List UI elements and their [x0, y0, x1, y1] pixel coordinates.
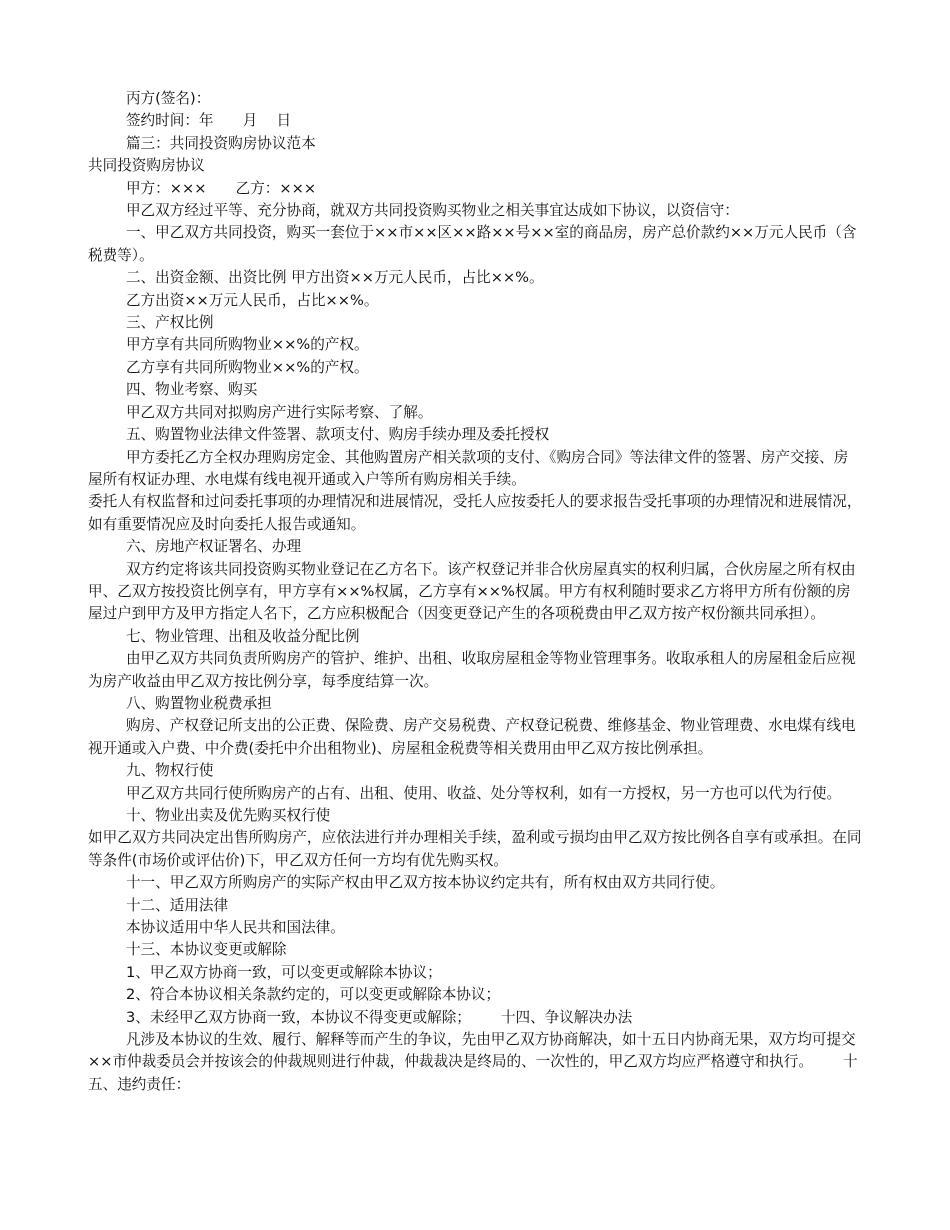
clause-5-body: 甲方委托乙方全权办理购房定金、其他购置房产相关款项的支付、《购房合同》等法律文件的签署、房产交接、房屋所有权证办理、水电煤有线电视开通或入户等所有购房相关手续。	[88, 448, 849, 488]
clause-5-supervision: 委托人有权监督和过问委托事项的办理情况和进展情况，受托人应按委托人的要求报告受托事项的办理情况和进展情况，如有重要情况应及时向委托人报告或通知。	[88, 493, 862, 533]
signing-date-line: 签约时间：年 月 日	[125, 112, 292, 130]
clause-13-heading: 十三、本协议变更或解除	[125, 941, 287, 959]
clause-10-body: 如甲乙双方共同决定出售所购房产，应依法进行并办理相关手续，盈利或亏损均由甲乙双方按比例各自享有或承担。在同等条件(市场价或评估价)下，甲乙双方任何一方均有优先购买权。	[88, 829, 862, 869]
clause-13-item-3: 3、未经甲乙双方协商一致，本协议不得变更或解除；	[125, 1008, 471, 1026]
signature-line-party-c: 丙方(签名)：	[125, 90, 211, 107]
document-title: 共同投资购房协议	[88, 157, 205, 175]
clause-14-text: 凡涉及本协议的生效、履行、解释等而产生的争议，先由甲乙双方协商解决，如十五日内协商无果，双方均可提交××市仲裁委员会并按该会的仲裁规则进行仲裁，仲裁裁决是终局的、一次性的，甲乙双方均应严格遵守和执行。	[88, 1031, 856, 1071]
clause-14-heading: 十四、争议解决办法	[500, 1008, 633, 1026]
parties-line: 甲方：××× 乙方：×××	[125, 179, 317, 197]
clause-3-party-a: 甲方享有共同所购物业××%的产权。	[125, 336, 369, 354]
clause-4-body: 甲乙双方共同对拟购房产进行实际考察、了解。	[125, 403, 433, 421]
clause-7-heading: 七、物业管理、出租及收益分配比例	[125, 627, 360, 645]
clause-14-body	[88, 1029, 862, 1096]
section-heading: 篇三：共同投资购房协议范本	[125, 134, 316, 152]
clause-8-heading: 八、购置物业税费承担	[125, 694, 272, 712]
clause-1: 一、甲乙双方共同投资，购买一套位于××市××区××路××号××室的商品房，房产总价款约××万元人民币（含税费等）。	[88, 224, 857, 264]
preamble: 甲乙双方经过平等、充分协商，就双方共同投资购买物业之相关事宜达成如下协议，以资信守：	[125, 202, 739, 220]
clause-13-item-2: 2、符合本协议相关条款约定的，可以变更或解除本协议；	[125, 986, 501, 1004]
clause-3-heading: 三、产权比例	[125, 314, 214, 332]
clause-15-heading: 十五、违约责任：	[88, 1053, 858, 1093]
clause-12-body: 本协议适用中华人民共和国法律。	[125, 919, 345, 937]
clause-12-heading: 十二、适用法律	[125, 896, 229, 914]
clause-13-item-3-row	[88, 1007, 862, 1029]
clause-5-heading: 五、购置物业法律文件签署、款项支付、购房手续办理及委托授权	[125, 426, 550, 444]
clause-9-heading: 九、物权行使	[125, 762, 214, 780]
clause-9-body: 甲乙双方共同行使所购房产的占有、出租、使用、收益、处分等权利，如有一方授权，另一方也可以代为行使。	[125, 784, 842, 802]
clause-13-item-1: 1、甲乙双方协商一致，可以变更或解除本协议；	[125, 963, 442, 981]
clause-10-heading: 十、物业出卖及优先购买权行使	[125, 807, 331, 824]
clause-4-heading: 四、物业考察、购买	[125, 381, 258, 399]
clause-11: 十一、甲乙双方所购房产的实际产权由甲乙双方按本协议约定共有，所有权由双方共同行使。	[125, 874, 725, 892]
clause-8-body: 购房、产权登记所支出的公正费、保险费、房产交易税费、产权登记税费、维修基金、物业管理费、水电煤有线电视开通或入户费、中介费(委托中介出租物业)、房屋租金税费等相关费用由甲乙双方按比例承担。	[88, 717, 856, 757]
clause-2-body: 乙方出资××万元人民币，占比××%。	[125, 291, 379, 309]
clause-6-heading: 六、房地产权证署名、办理	[125, 538, 302, 556]
clause-3-party-b: 乙方享有共同所购物业××%的产权。	[125, 358, 369, 376]
clause-2-heading: 二、出资金额、出资比例 甲方出资××万元人民币，占比××%。	[125, 269, 544, 287]
clause-6-body: 双方约定将该共同投资购买物业登记在乙方名下。该产权登记并非合伙房屋真实的权利归属，合伙房屋之所有权由甲、乙双方按投资比例享有，甲方享有××%权属，乙方享有××%权属。甲方有权利随时要求乙方将甲方所有份额的房屋过户到甲方及甲方指定人名下，乙方应积极配合（因变更登记产生的各项税费由甲乙双方按产权份额共同承担）。	[88, 560, 856, 623]
clause-7-body: 由甲乙双方共同负责所购房产的管护、维护、出租、收取房屋租金等物业管理事务。收取承租人的房屋租金后应视为房产收益由甲乙双方按比例分享，每季度结算一次。	[88, 650, 856, 690]
